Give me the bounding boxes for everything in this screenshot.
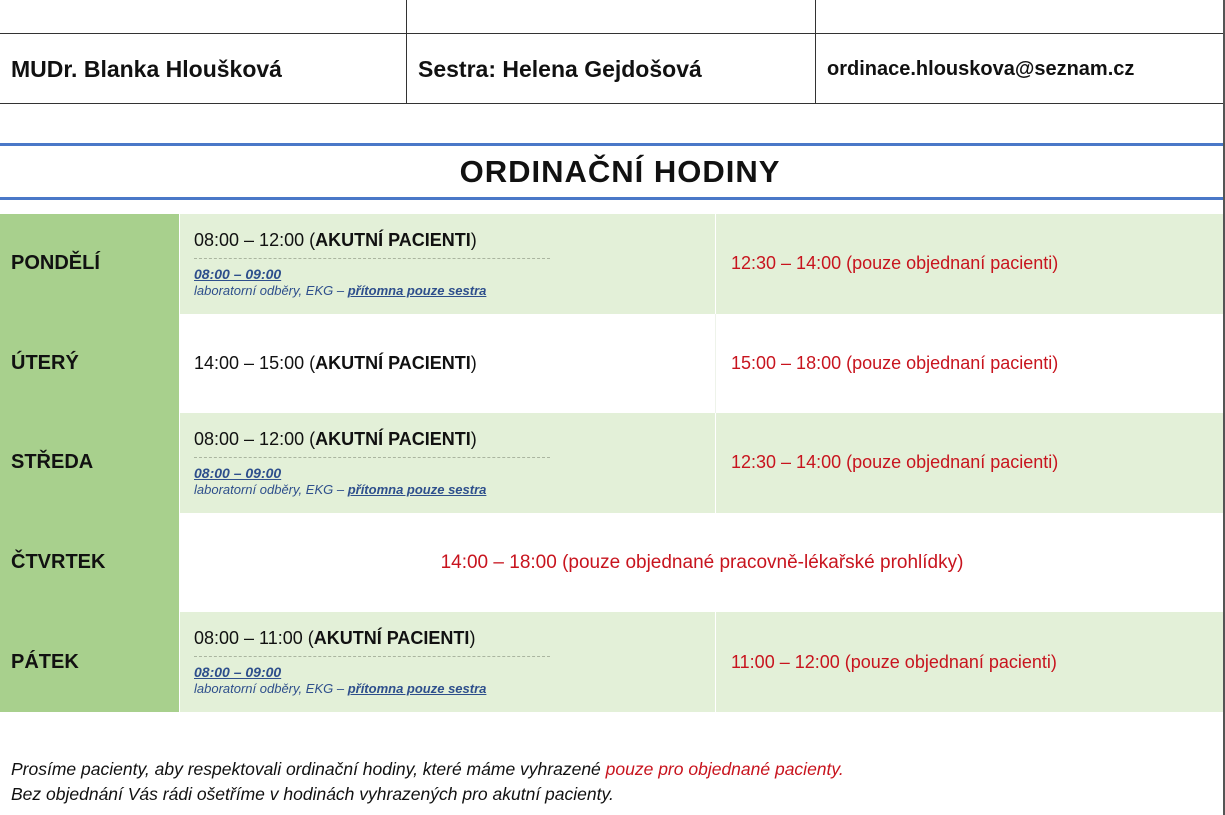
lab-time: 08:00 – 09:00 — [194, 664, 282, 681]
phone-label — [407, 0, 816, 33]
day-label: PONDĚLÍ — [0, 214, 180, 314]
lab-description: laboratorní odběry, EKG – přítomna pouze sestra — [194, 681, 487, 697]
acute-hours: 08:00 – 12:00 (AKUTNÍ PACIENTI) — [194, 429, 550, 458]
patient-note — [11, 757, 844, 807]
schedule-row-tuesday — [0, 314, 1225, 414]
ordered-hours: 15:00 – 18:00 (pouze objednaní pacienti) — [716, 314, 1225, 414]
schedule-table — [0, 214, 1225, 712]
email-label — [816, 0, 1225, 33]
acute-cell — [180, 314, 716, 414]
day-label: ČTVRTEK — [0, 513, 180, 613]
schedule-row-friday — [0, 612, 1225, 712]
practice-type — [0, 0, 407, 33]
schedule-row-monday — [0, 214, 1225, 314]
ordered-hours: 12:30 – 14:00 (pouze objednaní pacienti) — [716, 413, 1225, 513]
nurse-name: Sestra: Helena Gejdošová — [407, 34, 816, 104]
acute-hours: 08:00 – 11:00 (AKUTNÍ PACIENTI) — [194, 628, 550, 657]
header-row-2 — [0, 34, 1225, 104]
acute-cell — [180, 214, 716, 314]
lab-time: 08:00 – 09:00 — [194, 265, 282, 282]
ordered-hours: 12:30 – 14:00 (pouze objednaní pacienti) — [716, 214, 1225, 314]
note-line-2: Bez objednání Vás rádi ošetříme v hodinách vyhrazených pro akutní pacienty. — [11, 784, 614, 804]
acute-cell — [180, 612, 716, 712]
lab-time: 08:00 – 09:00 — [194, 464, 282, 481]
ordered-exams: 14:00 – 18:00 (pouze objednané pracovně-lékařské prohlídky) — [180, 513, 1225, 613]
ordered-hours: 11:00 – 12:00 (pouze objednaní pacienti) — [716, 612, 1225, 712]
lab-description: laboratorní odběry, EKG – přítomna pouze sestra — [194, 282, 487, 298]
schedule-row-thursday — [0, 513, 1225, 613]
note-line-1: Prosíme pacienty, aby respektovali ordinační hodiny, které máme vyhrazené pouze pro objednané pacienty. — [11, 759, 844, 779]
lab-description: laboratorní odběry, EKG – přítomna pouze sestra — [194, 481, 487, 497]
header-table — [0, 0, 1225, 104]
page-title: ORDINAČNÍ HODINY — [459, 153, 781, 189]
day-label: PÁTEK — [0, 612, 180, 712]
header-row-1 — [0, 0, 1225, 34]
schedule-row-wednesday — [0, 413, 1225, 513]
title-band — [0, 143, 1225, 200]
email-address[interactable]: ordinace.hlouskova@seznam.cz — [816, 34, 1225, 104]
acute-hours: 14:00 – 15:00 (AKUTNÍ PACIENTI) — [194, 352, 477, 373]
day-label: STŘEDA — [0, 413, 180, 513]
day-label: ÚTERÝ — [0, 314, 180, 414]
acute-cell — [180, 413, 716, 513]
acute-hours: 08:00 – 12:00 (AKUTNÍ PACIENTI) — [194, 230, 550, 259]
doctor-name: MUDr. Blanka Hloušková — [0, 34, 407, 104]
